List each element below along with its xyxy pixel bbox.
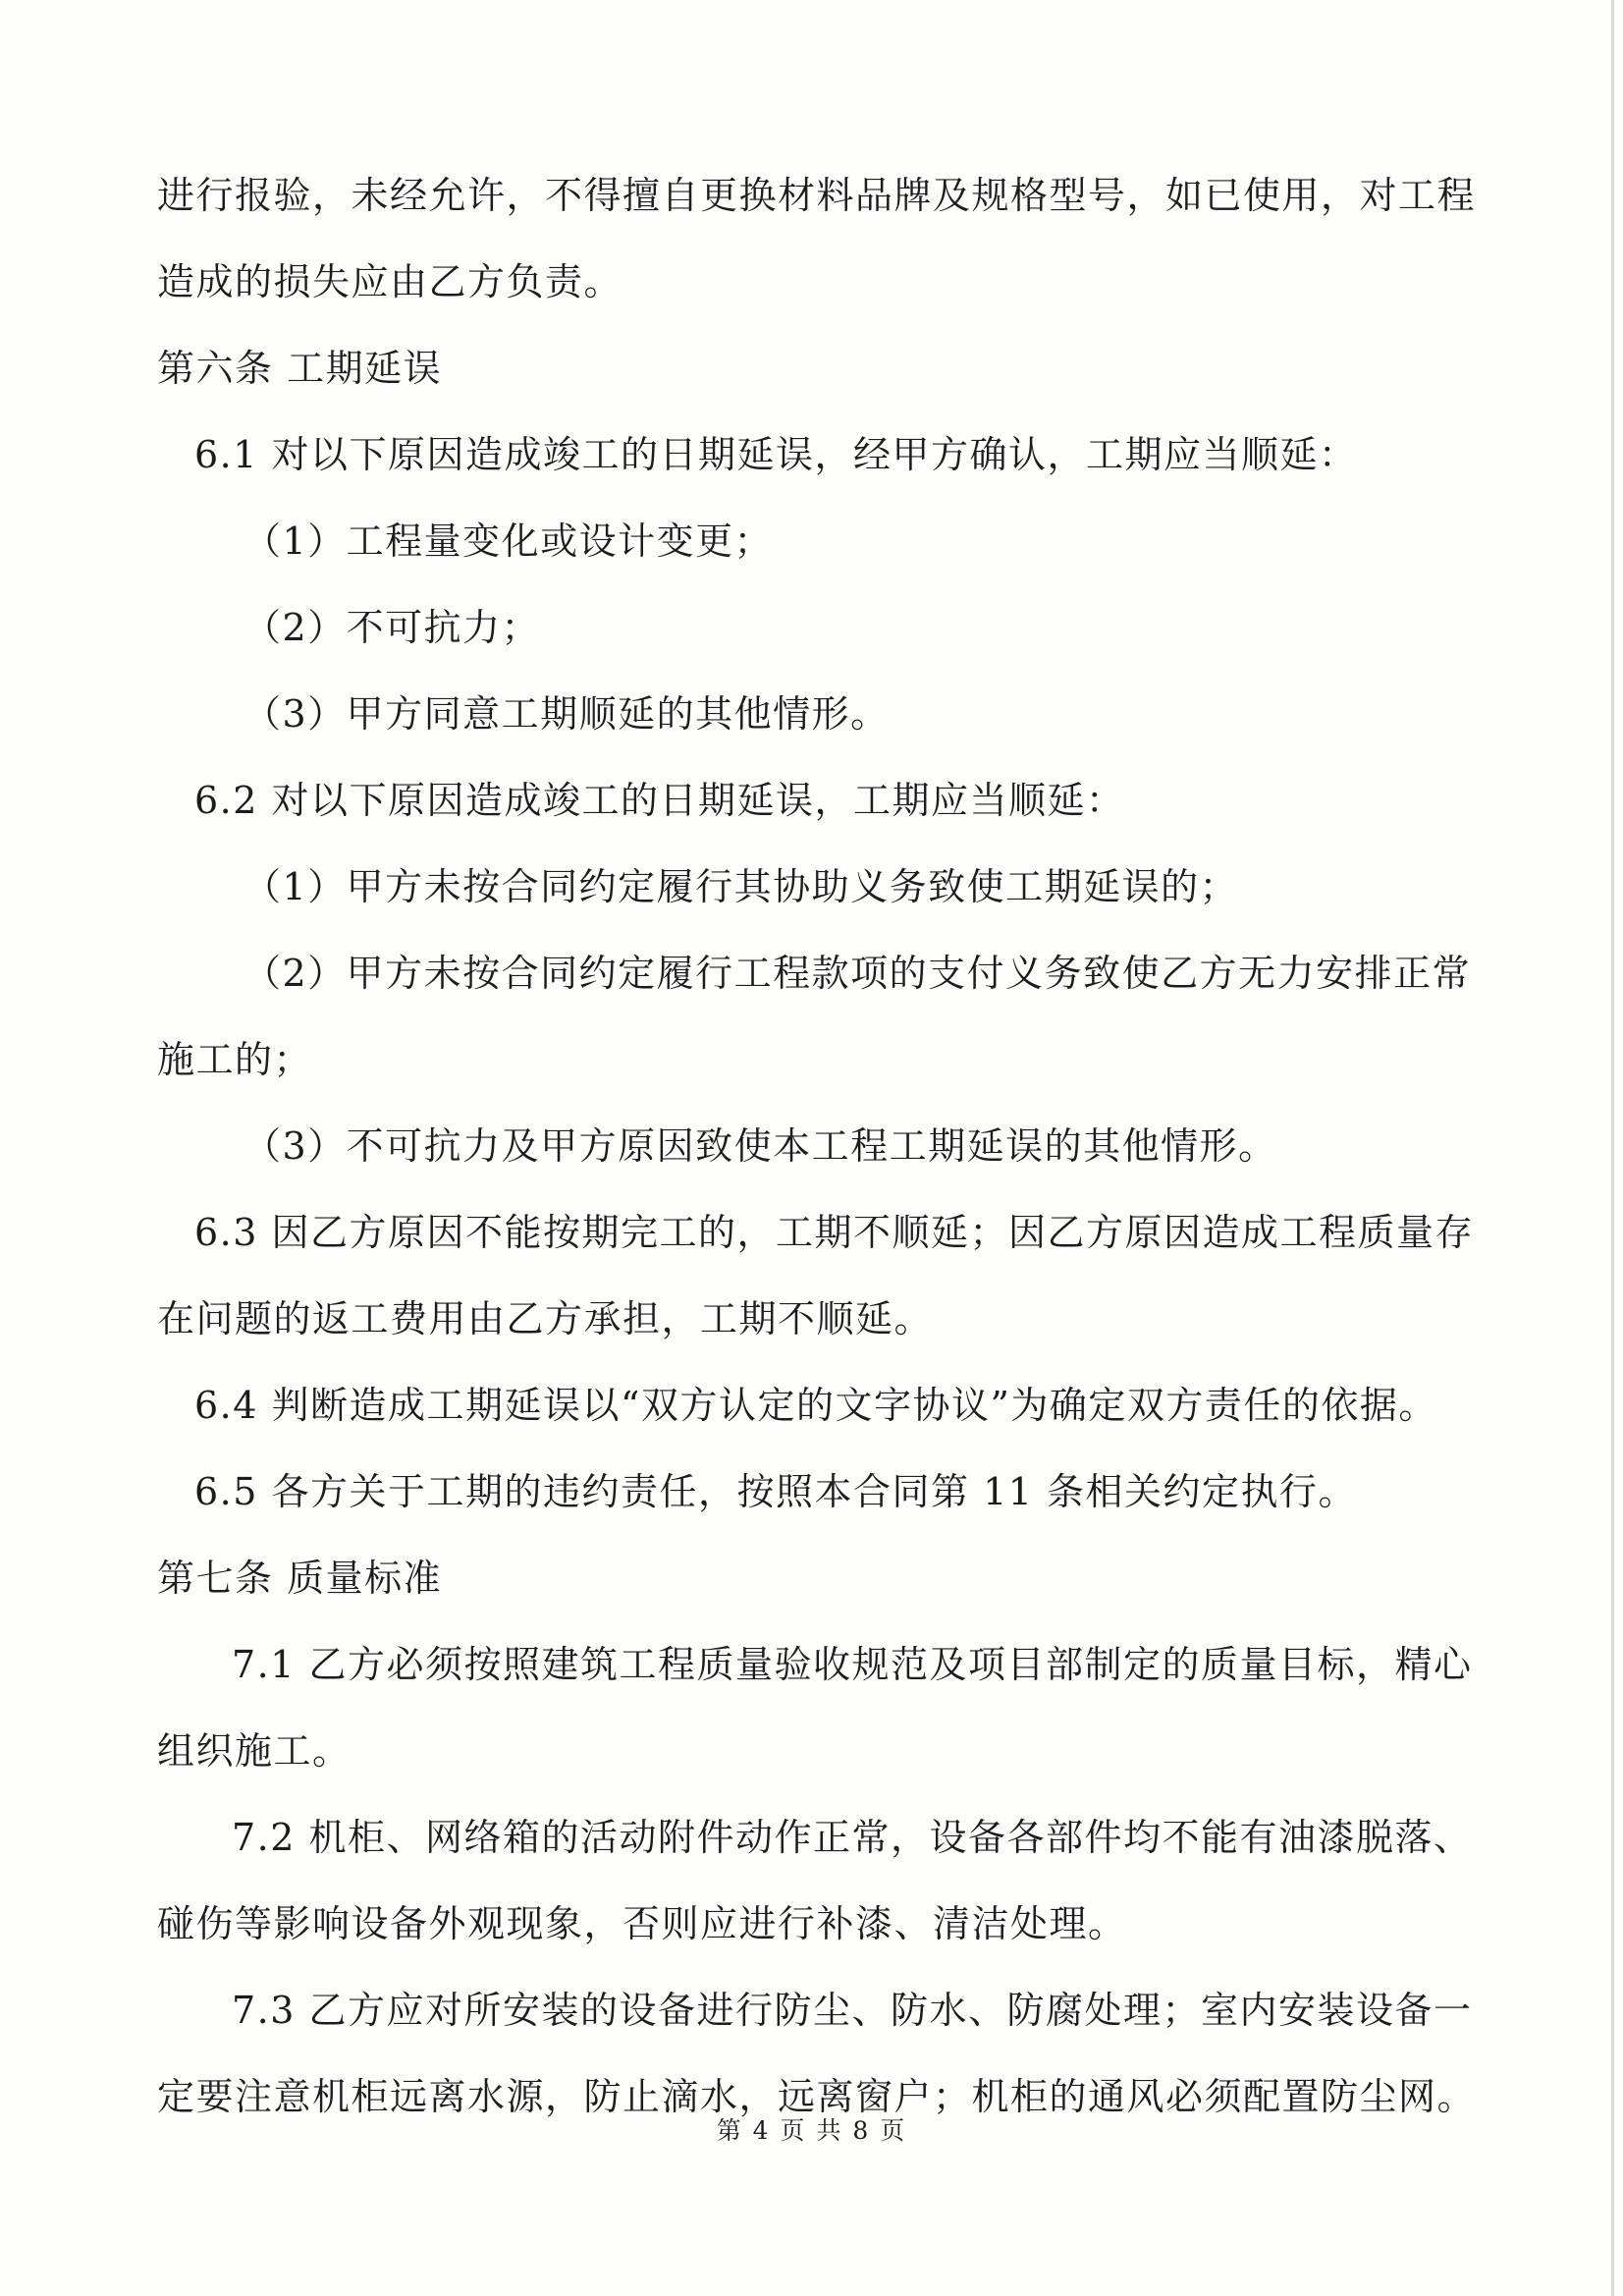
body-line: 在问题的返工费用由乙方承担，工期不顺延。: [157, 1297, 934, 1340]
list-item: （3）甲方同意工期顺延的其他情形。: [243, 692, 890, 736]
body-line: 施工的；: [157, 1038, 313, 1081]
scan-edge-line: [1611, 0, 1614, 2296]
list-item: （1）甲方未按合同约定履行其协助义务致使工期延误的；: [243, 865, 1239, 908]
clause-line: 6.3 因乙方原因不能按期完工的，工期不顺延；因乙方原因造成工程质量存: [194, 1211, 1475, 1254]
body-line: 定要注意机柜远离水源，防止滴水，远离窗户；机柜的通风必须配置防尘网。: [157, 2075, 1477, 2118]
clause-line: 7.3 乙方应对所安装的设备进行防尘、防水、防腐处理；室内安装设备一: [232, 1989, 1473, 2032]
list-item: （2）不可抗力；: [243, 606, 541, 649]
body-line: 碰伤等影响设备外观现象，否则应进行补漆、清洁处理。: [157, 1902, 1127, 1945]
body-line: 组织施工。: [157, 1729, 352, 1773]
clause-line: 6.5 各方关于工期的违约责任，按照本合同第 11 条相关约定执行。: [194, 1470, 1358, 1513]
clause-line: 6.4 判断造成工期延误以“双方认定的文字协议”为确定双方责任的依据。: [194, 1384, 1437, 1427]
body-line: 造成的损失应由乙方负责。: [157, 260, 623, 303]
section-heading: 第六条 工期延误: [157, 347, 443, 390]
body-line: 进行报验，未经允许，不得擅自更换材料品牌及规格型号，如已使用，对工程: [157, 174, 1477, 217]
list-item: （2）甲方未按合同约定履行工程款项的支付义务致使乙方无力安排正常: [243, 952, 1472, 995]
list-item: （1）工程量变化或设计变更；: [243, 519, 774, 563]
list-item: （3）不可抗力及甲方原因致使本工程工期延误的其他情形。: [243, 1124, 1277, 1168]
document-body: [157, 152, 1477, 2140]
clause-line: 6.1 对以下原因造成竣工的日期延误，经甲方确认，工期应当顺延：: [194, 433, 1358, 476]
clause-line: 6.2 对以下原因造成竣工的日期延误，工期应当顺延：: [194, 779, 1125, 822]
clause-line: 7.1 乙方必须按照建筑工程质量验收规范及项目部制定的质量目标，精心: [232, 1643, 1473, 1686]
section-heading: 第七条 质量标准: [157, 1557, 443, 1600]
page-number: 第 4 页 共 8 页: [716, 2116, 907, 2145]
clause-line: 7.2 机柜、网络箱的活动附件动作正常，设备各部件均不能有油漆脱落、: [232, 1816, 1473, 1859]
